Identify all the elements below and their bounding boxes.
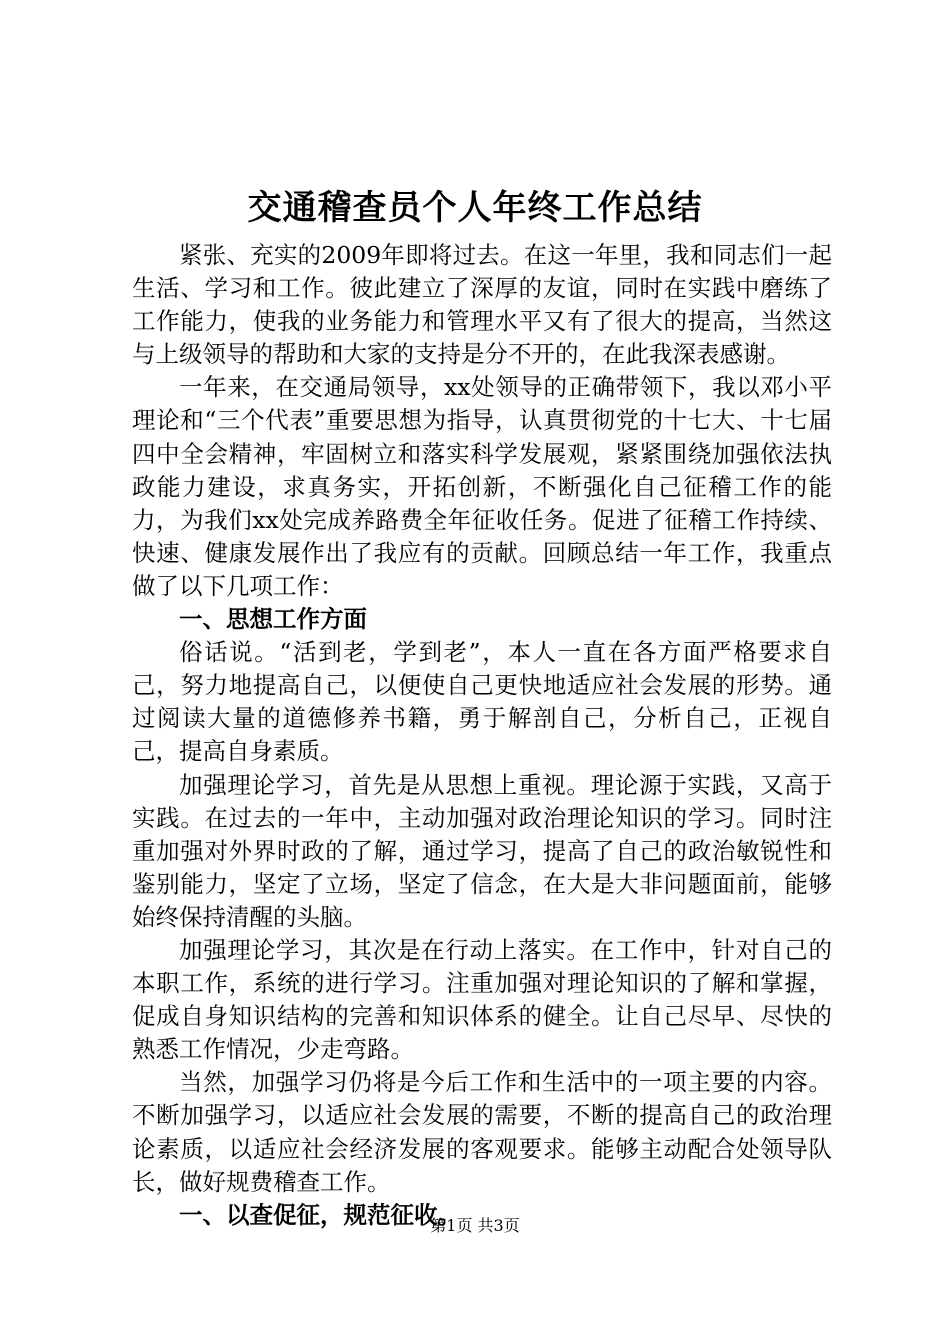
- paragraph-theory-study: 加强理论学习，首先是从思想上重视。理论源于实践，又高于实践。在过去的一年中，主动加强对政治理论知识的学习。同时注重加强对外界时政的了解，通过学习，提高了自己的政治敏锐性和鉴别能力，坚定了立场，坚定了信念，在大是大非问题面前，能够始终保持清醒的头脑。: [132, 770, 832, 931]
- section-heading-inspection: 一、以查促征，规范征收。: [179, 1200, 461, 1229]
- section-heading-ideology: 一、思想工作方面: [179, 605, 367, 634]
- page-number-footer: 第1页 共3页: [430, 1216, 520, 1235]
- paragraph-continued-learning: 当然，加强学习仍将是今后工作和生活中的一项主要的内容。不断加强学习，以适应社会发展的需要，不断的提高自己的政治理论素质，以适应社会经济发展的客观要求。能够主动配合处领导队长，做好规费稽查工作。: [132, 1068, 832, 1196]
- paragraph-overview: 一年来，在交通局领导，xx处领导的正确带领下，我以邓小平理论和“三个代表”重要思想为指导，认真贯彻党的十七大、十七届四中全会精神，牢固树立和落实科学发展观，紧紧围绕加强依法执政能力建设，求真务实，开拓创新，不断强化自己征稽工作的能力，为我们xx处完成养路费全年征收任务。促进了征稽工作持续、快速、健康发展作出了我应有的贡献。回顾总结一年工作，我重点做了以下几项工作：: [132, 373, 832, 600]
- paragraph-intro: 紧张、充实的2009年即将过去。在这一年里，我和同志们一起生活、学习和工作。彼此建立了深厚的友谊，同时在实践中磨练了工作能力，使我的业务能力和管理水平又有了很大的提高，当然这与上级领导的帮助和大家的支持是分不开的，在此我深表感谢。: [132, 241, 832, 369]
- paragraph-self-improvement: 俗话说。“活到老，学到老”，本人一直在各方面严格要求自己，努力地提高自己，以便使自己更快地适应社会发展的形势。通过阅读大量的道德修养书籍，勇于解剖自己，分析自己，正视自己，提高自身素质。: [132, 638, 832, 766]
- document-title: 交通稽查员个人年终工作总结: [247, 188, 703, 228]
- paragraph-action: 加强理论学习，其次是在行动上落实。在工作中，针对自己的本职工作，系统的进行学习。注重加强对理论知识的了解和掌握，促成自身知识结构的完善和知识体系的健全。让自己尽早、尽快的熟悉工作情况，少走弯路。: [132, 935, 832, 1064]
- document-body: [132, 239, 832, 1232]
